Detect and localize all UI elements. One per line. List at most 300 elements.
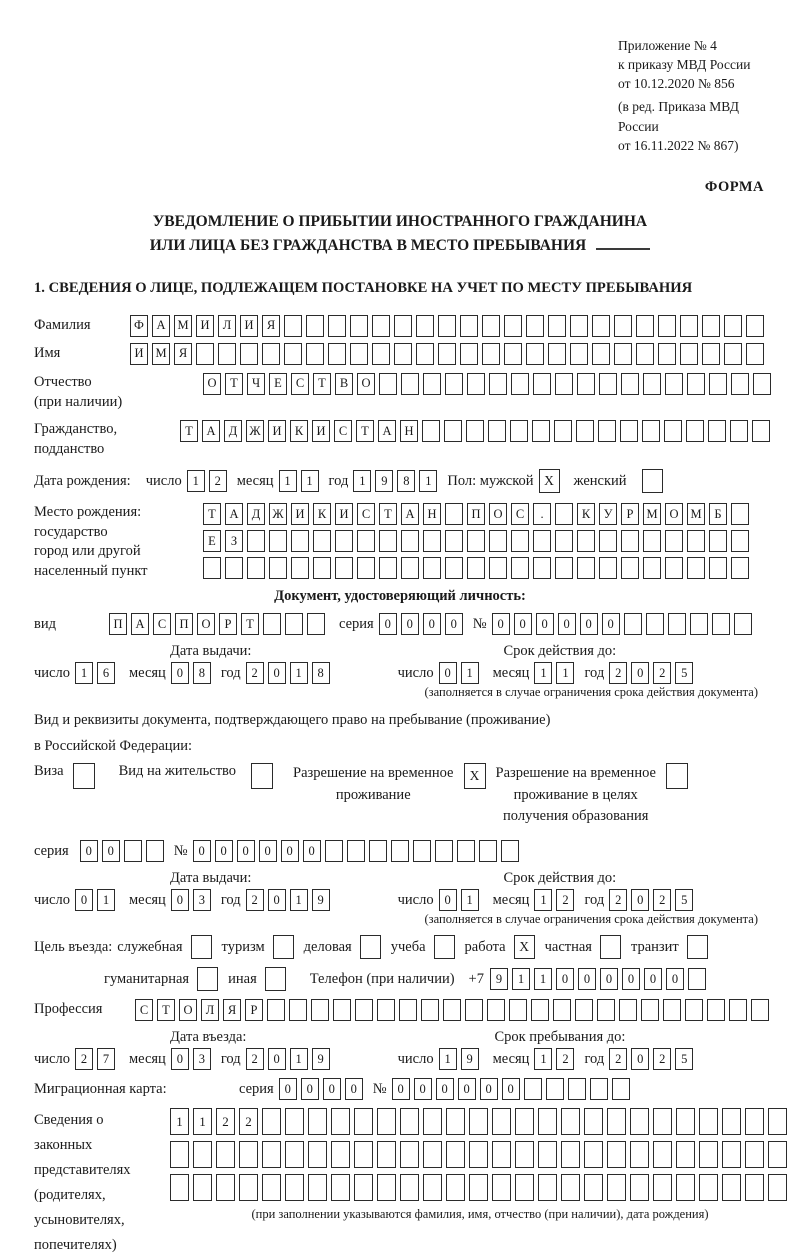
char-cell[interactable]	[599, 530, 617, 552]
char-cell[interactable]	[170, 1141, 189, 1168]
char-cell[interactable]	[262, 1108, 281, 1135]
char-cell[interactable]	[354, 1108, 373, 1135]
char-cell[interactable]: К	[290, 420, 308, 442]
char-cell[interactable]: М	[687, 503, 705, 525]
char-cell[interactable]	[284, 343, 302, 365]
char-cell[interactable]	[445, 503, 463, 525]
char-cell[interactable]	[325, 840, 343, 862]
char-cell[interactable]	[269, 557, 287, 579]
char-cell[interactable]	[391, 840, 409, 862]
char-cell[interactable]	[377, 1108, 396, 1135]
char-cell[interactable]	[664, 420, 682, 442]
char-cell[interactable]	[687, 557, 705, 579]
char-cell[interactable]	[768, 1174, 787, 1201]
char-cell[interactable]: Н	[423, 503, 441, 525]
char-cell[interactable]	[421, 999, 439, 1021]
char-cell[interactable]: 8	[312, 662, 330, 684]
purpose-business-checkbox[interactable]	[360, 935, 381, 959]
char-cell[interactable]	[597, 999, 615, 1021]
char-cell[interactable]	[636, 315, 654, 337]
char-cell[interactable]	[438, 315, 456, 337]
char-cell[interactable]: 2	[75, 1048, 93, 1070]
char-cell[interactable]	[722, 1141, 741, 1168]
char-cell[interactable]	[423, 557, 441, 579]
char-cell[interactable]	[460, 315, 478, 337]
char-cell[interactable]: П	[175, 613, 193, 635]
char-cell[interactable]	[621, 373, 639, 395]
char-cell[interactable]: 2	[216, 1108, 235, 1135]
char-cell[interactable]	[576, 420, 594, 442]
char-cell[interactable]	[548, 343, 566, 365]
char-cell[interactable]	[532, 420, 550, 442]
char-cell[interactable]	[665, 530, 683, 552]
char-cell[interactable]	[708, 420, 726, 442]
char-cell[interactable]: О	[179, 999, 197, 1021]
char-cell[interactable]	[394, 343, 412, 365]
char-cell[interactable]: 2	[609, 1048, 627, 1070]
char-cell[interactable]: 1	[279, 470, 297, 492]
char-cell[interactable]	[445, 557, 463, 579]
purpose-private-checkbox[interactable]	[600, 935, 621, 959]
char-cell[interactable]: 2	[246, 1048, 264, 1070]
char-cell[interactable]: 5	[675, 662, 693, 684]
char-cell[interactable]: Т	[379, 503, 397, 525]
char-cell[interactable]	[225, 557, 243, 579]
char-cell[interactable]	[590, 1078, 608, 1100]
purpose-work-checkbox[interactable]: X	[514, 935, 535, 959]
purpose-study-checkbox[interactable]	[434, 935, 455, 959]
char-cell[interactable]	[394, 315, 412, 337]
char-cell[interactable]	[702, 343, 720, 365]
char-cell[interactable]: 0	[268, 1048, 286, 1070]
char-cell[interactable]	[685, 999, 703, 1021]
purpose-other-checkbox[interactable]	[265, 967, 286, 991]
char-cell[interactable]	[630, 1174, 649, 1201]
char-cell[interactable]: П	[467, 503, 485, 525]
char-cell[interactable]	[423, 1174, 442, 1201]
char-cell[interactable]: С	[135, 999, 153, 1021]
char-cell[interactable]: Е	[203, 530, 221, 552]
char-cell[interactable]	[308, 1174, 327, 1201]
char-cell[interactable]: 0	[281, 840, 299, 862]
char-cell[interactable]	[599, 557, 617, 579]
char-cell[interactable]	[196, 343, 214, 365]
char-cell[interactable]	[313, 557, 331, 579]
char-cell[interactable]	[509, 999, 527, 1021]
char-cell[interactable]	[584, 1141, 603, 1168]
char-cell[interactable]: М	[152, 343, 170, 365]
char-cell[interactable]	[354, 1174, 373, 1201]
char-cell[interactable]: 0	[480, 1078, 498, 1100]
sex-male-checkbox[interactable]: X	[539, 469, 560, 493]
char-cell[interactable]	[699, 1174, 718, 1201]
char-cell[interactable]: 2	[556, 889, 574, 911]
char-cell[interactable]: 3	[193, 889, 211, 911]
char-cell[interactable]	[328, 315, 346, 337]
char-cell[interactable]	[731, 373, 749, 395]
char-cell[interactable]	[709, 373, 727, 395]
char-cell[interactable]	[526, 315, 544, 337]
char-cell[interactable]: С	[153, 613, 171, 635]
char-cell[interactable]	[218, 343, 236, 365]
char-cell[interactable]	[570, 343, 588, 365]
char-cell[interactable]	[354, 1141, 373, 1168]
char-cell[interactable]: С	[357, 503, 375, 525]
char-cell[interactable]: С	[511, 503, 529, 525]
char-cell[interactable]	[457, 840, 475, 862]
char-cell[interactable]: 1	[534, 968, 552, 990]
char-cell[interactable]: 6	[97, 662, 115, 684]
char-cell[interactable]: Б	[709, 503, 727, 525]
char-cell[interactable]: 0	[102, 840, 120, 862]
char-cell[interactable]	[555, 557, 573, 579]
char-cell[interactable]	[555, 503, 573, 525]
char-cell[interactable]: 9	[312, 889, 330, 911]
char-cell[interactable]: 9	[490, 968, 508, 990]
char-cell[interactable]: 2	[653, 1048, 671, 1070]
char-cell[interactable]: С	[291, 373, 309, 395]
char-cell[interactable]	[546, 1078, 564, 1100]
char-cell[interactable]	[642, 420, 660, 442]
char-cell[interactable]: Т	[180, 420, 198, 442]
char-cell[interactable]	[482, 315, 500, 337]
char-cell[interactable]	[313, 530, 331, 552]
char-cell[interactable]	[731, 503, 749, 525]
char-cell[interactable]	[504, 343, 522, 365]
char-cell[interactable]: 5	[675, 889, 693, 911]
char-cell[interactable]	[584, 1108, 603, 1135]
char-cell[interactable]	[170, 1174, 189, 1201]
char-cell[interactable]	[646, 613, 664, 635]
char-cell[interactable]	[699, 1141, 718, 1168]
char-cell[interactable]: И	[291, 503, 309, 525]
char-cell[interactable]	[467, 557, 485, 579]
char-cell[interactable]: 0	[600, 968, 618, 990]
char-cell[interactable]	[745, 1108, 764, 1135]
char-cell[interactable]	[668, 613, 686, 635]
char-cell[interactable]: 2	[609, 889, 627, 911]
visa-checkbox[interactable]	[73, 763, 95, 789]
char-cell[interactable]	[515, 1141, 534, 1168]
char-cell[interactable]: Д	[224, 420, 242, 442]
char-cell[interactable]: 7	[97, 1048, 115, 1070]
char-cell[interactable]	[753, 373, 771, 395]
char-cell[interactable]	[561, 1141, 580, 1168]
char-cell[interactable]: К	[577, 503, 595, 525]
char-cell[interactable]	[377, 1174, 396, 1201]
char-cell[interactable]: 0	[345, 1078, 363, 1100]
char-cell[interactable]: 0	[193, 840, 211, 862]
char-cell[interactable]: 0	[514, 613, 532, 635]
char-cell[interactable]	[614, 315, 632, 337]
char-cell[interactable]	[554, 420, 572, 442]
char-cell[interactable]	[526, 343, 544, 365]
char-cell[interactable]: 1	[439, 1048, 457, 1070]
char-cell[interactable]	[416, 315, 434, 337]
char-cell[interactable]	[469, 1174, 488, 1201]
char-cell[interactable]: 0	[279, 1078, 297, 1100]
char-cell[interactable]	[306, 343, 324, 365]
char-cell[interactable]	[492, 1108, 511, 1135]
char-cell[interactable]	[489, 530, 507, 552]
char-cell[interactable]	[663, 999, 681, 1021]
purpose-tourism-checkbox[interactable]	[273, 935, 294, 959]
char-cell[interactable]	[658, 343, 676, 365]
char-cell[interactable]: А	[131, 613, 149, 635]
char-cell[interactable]: Л	[218, 315, 236, 337]
char-cell[interactable]: И	[312, 420, 330, 442]
char-cell[interactable]: 0	[75, 889, 93, 911]
char-cell[interactable]: 1	[461, 662, 479, 684]
char-cell[interactable]	[492, 1141, 511, 1168]
char-cell[interactable]: Я	[262, 315, 280, 337]
char-cell[interactable]: И	[196, 315, 214, 337]
char-cell[interactable]: 0	[556, 968, 574, 990]
char-cell[interactable]	[607, 1174, 626, 1201]
char-cell[interactable]	[577, 373, 595, 395]
char-cell[interactable]: Т	[313, 373, 331, 395]
char-cell[interactable]: Л	[201, 999, 219, 1021]
char-cell[interactable]: О	[197, 613, 215, 635]
char-cell[interactable]	[621, 530, 639, 552]
char-cell[interactable]: 1	[556, 662, 574, 684]
char-cell[interactable]: Р	[245, 999, 263, 1021]
char-cell[interactable]	[203, 557, 221, 579]
char-cell[interactable]	[307, 613, 325, 635]
temp-residence-checkbox[interactable]: X	[464, 763, 486, 789]
char-cell[interactable]	[467, 373, 485, 395]
char-cell[interactable]: 1	[534, 889, 552, 911]
char-cell[interactable]	[676, 1108, 695, 1135]
char-cell[interactable]	[379, 530, 397, 552]
char-cell[interactable]: У	[599, 503, 617, 525]
char-cell[interactable]	[465, 999, 483, 1021]
char-cell[interactable]: Ж	[246, 420, 264, 442]
char-cell[interactable]	[262, 1174, 281, 1201]
char-cell[interactable]: 0	[171, 662, 189, 684]
char-cell[interactable]: 8	[397, 470, 415, 492]
char-cell[interactable]	[612, 1078, 630, 1100]
char-cell[interactable]: 1	[534, 1048, 552, 1070]
char-cell[interactable]: Ж	[269, 503, 287, 525]
char-cell[interactable]	[487, 999, 505, 1021]
char-cell[interactable]	[400, 1141, 419, 1168]
char-cell[interactable]	[328, 343, 346, 365]
char-cell[interactable]	[335, 530, 353, 552]
char-cell[interactable]	[731, 557, 749, 579]
char-cell[interactable]	[658, 315, 676, 337]
char-cell[interactable]: 5	[675, 1048, 693, 1070]
char-cell[interactable]	[357, 557, 375, 579]
char-cell[interactable]	[146, 840, 164, 862]
char-cell[interactable]	[445, 373, 463, 395]
char-cell[interactable]	[636, 343, 654, 365]
char-cell[interactable]	[467, 530, 485, 552]
char-cell[interactable]	[702, 315, 720, 337]
char-cell[interactable]: 1	[290, 1048, 308, 1070]
char-cell[interactable]: 1	[290, 889, 308, 911]
char-cell[interactable]: Д	[247, 503, 265, 525]
char-cell[interactable]	[745, 1141, 764, 1168]
char-cell[interactable]	[445, 530, 463, 552]
char-cell[interactable]: 0	[631, 1048, 649, 1070]
char-cell[interactable]: 8	[193, 662, 211, 684]
char-cell[interactable]	[240, 343, 258, 365]
char-cell[interactable]: Е	[269, 373, 287, 395]
char-cell[interactable]	[379, 373, 397, 395]
char-cell[interactable]: Ч	[247, 373, 265, 395]
char-cell[interactable]: 1	[512, 968, 530, 990]
char-cell[interactable]: 2	[556, 1048, 574, 1070]
char-cell[interactable]	[584, 1174, 603, 1201]
char-cell[interactable]: И	[240, 315, 258, 337]
char-cell[interactable]	[400, 1108, 419, 1135]
char-cell[interactable]: 2	[246, 662, 264, 684]
char-cell[interactable]: 0	[492, 613, 510, 635]
char-cell[interactable]: 0	[171, 1048, 189, 1070]
char-cell[interactable]	[722, 1174, 741, 1201]
char-cell[interactable]	[247, 530, 265, 552]
purpose-transit-checkbox[interactable]	[687, 935, 708, 959]
char-cell[interactable]	[724, 343, 742, 365]
char-cell[interactable]: 0	[392, 1078, 410, 1100]
char-cell[interactable]	[538, 1141, 557, 1168]
char-cell[interactable]	[555, 530, 573, 552]
char-cell[interactable]: О	[203, 373, 221, 395]
char-cell[interactable]	[444, 420, 462, 442]
char-cell[interactable]: 0	[666, 968, 684, 990]
char-cell[interactable]	[401, 530, 419, 552]
char-cell[interactable]	[331, 1108, 350, 1135]
char-cell[interactable]	[423, 1108, 442, 1135]
char-cell[interactable]: 1	[290, 662, 308, 684]
char-cell[interactable]	[643, 530, 661, 552]
char-cell[interactable]	[621, 557, 639, 579]
char-cell[interactable]: 0	[502, 1078, 520, 1100]
char-cell[interactable]: 1	[301, 470, 319, 492]
char-cell[interactable]	[460, 343, 478, 365]
char-cell[interactable]: 0	[602, 613, 620, 635]
char-cell[interactable]	[734, 613, 752, 635]
char-cell[interactable]: 0	[622, 968, 640, 990]
char-cell[interactable]: И	[268, 420, 286, 442]
char-cell[interactable]: 0	[644, 968, 662, 990]
char-cell[interactable]	[269, 530, 287, 552]
char-cell[interactable]: 1	[170, 1108, 189, 1135]
char-cell[interactable]	[561, 1174, 580, 1201]
char-cell[interactable]	[538, 1108, 557, 1135]
char-cell[interactable]: О	[489, 503, 507, 525]
residence-permit-checkbox[interactable]	[251, 763, 273, 789]
char-cell[interactable]: 1	[97, 889, 115, 911]
char-cell[interactable]	[501, 840, 519, 862]
char-cell[interactable]	[285, 613, 303, 635]
char-cell[interactable]: 0	[423, 613, 441, 635]
char-cell[interactable]	[768, 1108, 787, 1135]
char-cell[interactable]	[331, 1141, 350, 1168]
char-cell[interactable]	[510, 420, 528, 442]
char-cell[interactable]: 2	[209, 470, 227, 492]
char-cell[interactable]: 9	[461, 1048, 479, 1070]
char-cell[interactable]: 0	[631, 662, 649, 684]
char-cell[interactable]	[306, 315, 324, 337]
char-cell[interactable]	[355, 999, 373, 1021]
char-cell[interactable]	[709, 557, 727, 579]
char-cell[interactable]: Т	[157, 999, 175, 1021]
char-cell[interactable]	[511, 373, 529, 395]
char-cell[interactable]	[369, 840, 387, 862]
char-cell[interactable]: 0	[80, 840, 98, 862]
char-cell[interactable]	[561, 1108, 580, 1135]
char-cell[interactable]	[630, 1141, 649, 1168]
char-cell[interactable]	[592, 315, 610, 337]
char-cell[interactable]	[599, 373, 617, 395]
char-cell[interactable]: 2	[609, 662, 627, 684]
char-cell[interactable]	[262, 343, 280, 365]
char-cell[interactable]	[482, 343, 500, 365]
char-cell[interactable]	[680, 343, 698, 365]
char-cell[interactable]	[331, 1174, 350, 1201]
char-cell[interactable]	[630, 1108, 649, 1135]
char-cell[interactable]	[423, 373, 441, 395]
char-cell[interactable]	[193, 1141, 212, 1168]
char-cell[interactable]: С	[334, 420, 352, 442]
char-cell[interactable]	[533, 373, 551, 395]
char-cell[interactable]: .	[533, 503, 551, 525]
char-cell[interactable]	[489, 373, 507, 395]
char-cell[interactable]	[511, 557, 529, 579]
char-cell[interactable]	[746, 343, 764, 365]
char-cell[interactable]: 0	[303, 840, 321, 862]
char-cell[interactable]	[443, 999, 461, 1021]
char-cell[interactable]	[607, 1108, 626, 1135]
char-cell[interactable]	[285, 1108, 304, 1135]
char-cell[interactable]: 0	[439, 889, 457, 911]
char-cell[interactable]: 0	[536, 613, 554, 635]
char-cell[interactable]	[289, 999, 307, 1021]
char-cell[interactable]: 0	[458, 1078, 476, 1100]
char-cell[interactable]	[335, 557, 353, 579]
char-cell[interactable]	[555, 373, 573, 395]
char-cell[interactable]: А	[225, 503, 243, 525]
char-cell[interactable]	[193, 1174, 212, 1201]
char-cell[interactable]	[619, 999, 637, 1021]
char-cell[interactable]	[722, 1108, 741, 1135]
char-cell[interactable]: 9	[375, 470, 393, 492]
char-cell[interactable]: 1	[193, 1108, 212, 1135]
char-cell[interactable]	[285, 1174, 304, 1201]
char-cell[interactable]	[263, 613, 281, 635]
char-cell[interactable]	[435, 840, 453, 862]
char-cell[interactable]	[469, 1108, 488, 1135]
char-cell[interactable]	[479, 840, 497, 862]
char-cell[interactable]: 0	[237, 840, 255, 862]
char-cell[interactable]	[643, 373, 661, 395]
char-cell[interactable]	[598, 420, 616, 442]
char-cell[interactable]: 2	[239, 1108, 258, 1135]
char-cell[interactable]: 2	[246, 889, 264, 911]
char-cell[interactable]: О	[357, 373, 375, 395]
char-cell[interactable]	[267, 999, 285, 1021]
char-cell[interactable]	[291, 530, 309, 552]
char-cell[interactable]: 0	[301, 1078, 319, 1100]
char-cell[interactable]: 0	[558, 613, 576, 635]
char-cell[interactable]	[643, 557, 661, 579]
char-cell[interactable]	[524, 1078, 542, 1100]
char-cell[interactable]	[752, 420, 770, 442]
char-cell[interactable]	[401, 373, 419, 395]
char-cell[interactable]	[676, 1174, 695, 1201]
